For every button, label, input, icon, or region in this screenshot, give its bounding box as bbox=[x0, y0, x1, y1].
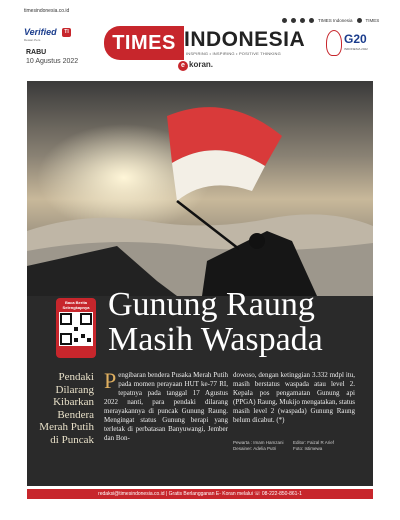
mountain-flag-image bbox=[27, 81, 373, 296]
headline bbox=[108, 287, 368, 357]
credit-photo: Foto: Istimewa bbox=[293, 446, 323, 451]
ekoran-logo: e koran. bbox=[178, 60, 213, 71]
footer-bar[interactable]: redaksi@timesindonesia.co.id | Gratis Berlangganan E- Koran melalui ☏ 08-222-850-861-1 bbox=[27, 489, 373, 499]
headline-line-2: Masih Waspada bbox=[108, 321, 323, 358]
youtube-icon[interactable] bbox=[309, 18, 314, 23]
qr-code-icon[interactable] bbox=[59, 312, 93, 346]
credits-right bbox=[293, 440, 373, 452]
facebook-icon[interactable] bbox=[282, 18, 287, 23]
ti-icon: TI bbox=[62, 28, 71, 37]
qr-code-graphic bbox=[59, 312, 93, 346]
social-handle-2[interactable]: TIMES bbox=[365, 18, 380, 23]
credit-designer: Desainer: Adelia Putri bbox=[233, 446, 277, 451]
hero-photo bbox=[27, 81, 373, 296]
g20-emblem-icon bbox=[326, 30, 342, 56]
headline-line-1: Gunung Raung bbox=[108, 286, 315, 323]
g20-text: G20 bbox=[344, 32, 367, 46]
logo-indonesia: INDONESIA bbox=[184, 28, 306, 51]
tagline: INSPIRING • INSPIRING • POSITIVE THINKING bbox=[186, 51, 281, 56]
date-label: 10 Agustus 2022 bbox=[26, 58, 79, 65]
instagram-icon[interactable] bbox=[291, 18, 296, 23]
article-column-1 bbox=[104, 368, 228, 443]
masthead bbox=[0, 0, 400, 80]
verified-badge: Verified bbox=[24, 27, 57, 37]
credit-editor: Editor: Faizal R Arief bbox=[293, 440, 335, 445]
qr-label: Baca Berita Selengkapnya bbox=[62, 300, 90, 310]
credits bbox=[233, 440, 335, 452]
social-handle[interactable]: TIMES Indonesia bbox=[318, 18, 353, 23]
day-label: RABU bbox=[26, 49, 47, 56]
verified-sub: Dewan Pers bbox=[24, 38, 41, 42]
credit-writer: Pewarta : Imam Hamzani bbox=[233, 440, 284, 445]
e-icon: e bbox=[178, 61, 188, 71]
article-column-2: dowoso, dengan ketinggian 3.332 mdpl itu, masih berstatus waspada atau level 2. Kepala pos pengamatan Gunung api (PPGA) Raung, Mukijo mengatakan, status masih level 2 (waspada) Gunung Raung belum dicabut. (*) bbox=[233, 371, 355, 424]
article-text-1: engibaran bendera Pusaka Merah Putih pada momen perayaan HUT ke-77 RI, tepatnya pada tanggal 17 Agustus 2022 nanti, para pendaki dilarang merayakannya di puncak Gunung Raung. Mengingat status Gunung berapi yang terletak di perbatasan Banyuwangi, Jember dan Bon- bbox=[104, 371, 228, 442]
tiktok-icon[interactable] bbox=[357, 18, 362, 23]
logo-times: TIMES bbox=[104, 26, 184, 60]
twitter-icon[interactable] bbox=[300, 18, 305, 23]
sidebar-summary: Pendaki Dilarang Kibarkan Bendera Merah Putih di Puncak bbox=[39, 371, 94, 446]
dropcap: P bbox=[104, 368, 117, 393]
site-url[interactable]: timesindonesia.co.id bbox=[24, 8, 70, 14]
social-links bbox=[282, 18, 379, 23]
g20-logo bbox=[326, 30, 374, 60]
g20-sub: INDONESIA 2022 bbox=[344, 47, 368, 51]
